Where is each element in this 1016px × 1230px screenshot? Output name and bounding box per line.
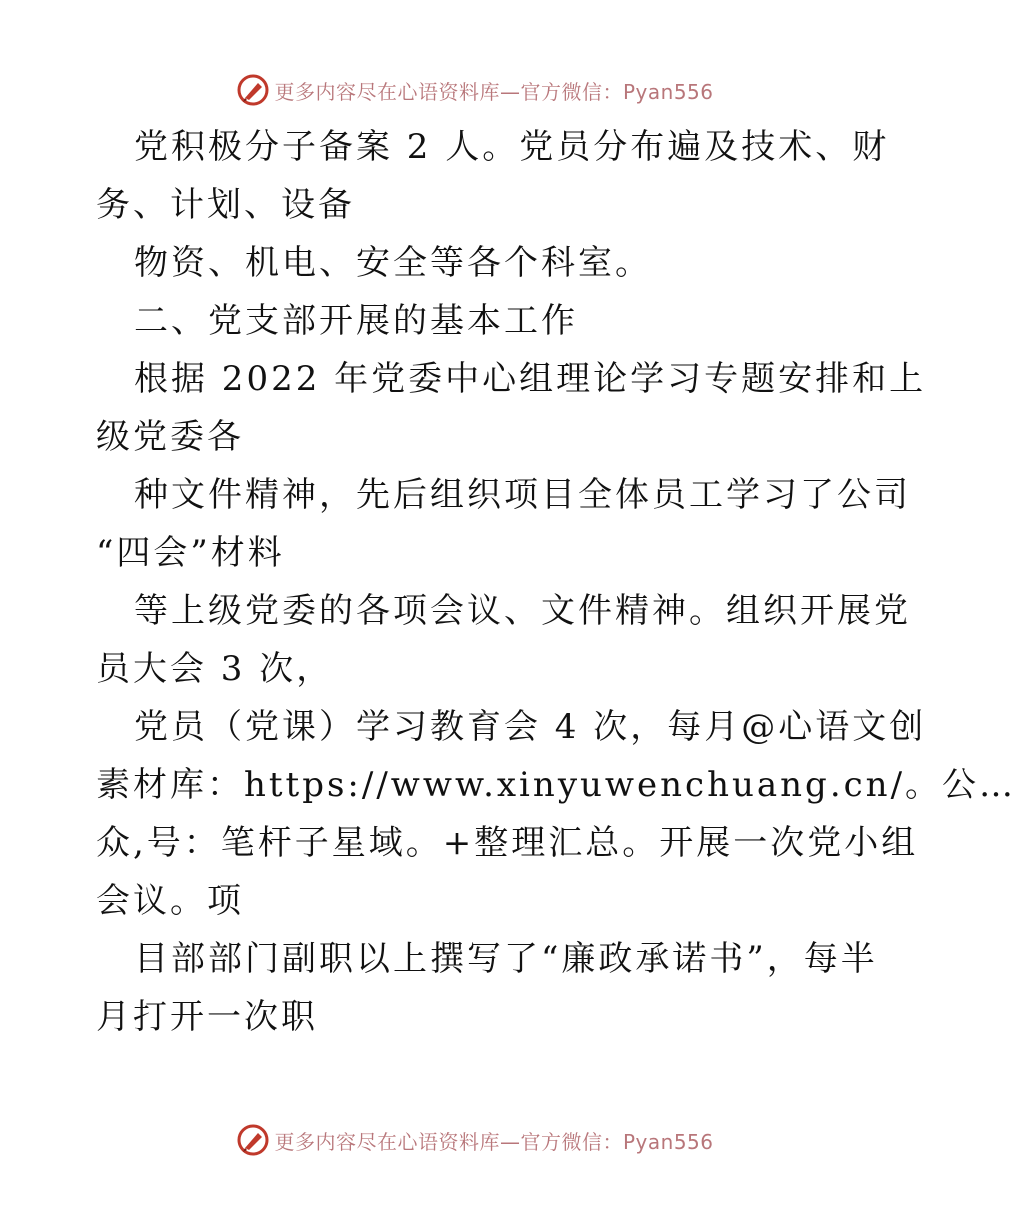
document-body bbox=[96, 118, 1016, 1046]
watermark-site: 更多内容尽在心语资料库 bbox=[274, 1129, 500, 1154]
watermark-account-id: Pyan556 bbox=[622, 79, 714, 104]
text-line: 月打开一次职 bbox=[96, 997, 318, 1037]
text-line: 根据 2022 年党委中心组理论学习专题安排和上 bbox=[134, 359, 927, 399]
watermark-text bbox=[274, 1126, 713, 1155]
text-line: 目部部门副职以上撰写了“廉政承诺书”，每半 bbox=[134, 939, 878, 979]
watermark-account-label: 官方微信： bbox=[520, 79, 623, 104]
watermark-account-id: Pyan556 bbox=[622, 1129, 714, 1154]
footer-watermark bbox=[0, 1120, 950, 1160]
text-line: 物资、机电、安全等各个科室。 bbox=[134, 243, 652, 283]
text-line: 会议。项 bbox=[96, 881, 244, 921]
text-line: 党员（党课）学习教育会 4 次，每月@心语文创 bbox=[134, 707, 927, 747]
watermark-dash: — bbox=[499, 79, 521, 104]
text-line: 员大会 3 次， bbox=[96, 649, 334, 689]
watermark-site: 更多内容尽在心语资料库 bbox=[274, 79, 500, 104]
watermark-text bbox=[274, 76, 713, 105]
pen-logo-icon bbox=[236, 73, 270, 107]
watermark-account-label: 官方微信： bbox=[520, 1129, 623, 1154]
text-line: 级党委各 bbox=[96, 417, 244, 457]
text-line: “四会”材料 bbox=[96, 533, 285, 573]
watermark-dash: — bbox=[499, 1129, 521, 1154]
text-line: 素材库：https://www.xinyuwenchuang.cn/。公… bbox=[96, 765, 1016, 805]
header-watermark bbox=[0, 70, 950, 110]
section-heading: 二、党支部开展的基本工作 bbox=[134, 301, 578, 341]
text-line: 种文件精神，先后组织项目全体员工学习了公司 bbox=[134, 475, 911, 515]
text-line: 党积极分子备案 2 人。党员分布遍及技术、财 bbox=[134, 127, 890, 167]
pen-logo-icon bbox=[236, 1123, 270, 1157]
text-line: 等上级党委的各项会议、文件精神。组织开展党 bbox=[134, 591, 911, 631]
text-line: 务、计划、设备 bbox=[96, 185, 355, 225]
text-line: 众,号：笔杆子星域。+整理汇总。开展一次党小组 bbox=[96, 823, 919, 863]
